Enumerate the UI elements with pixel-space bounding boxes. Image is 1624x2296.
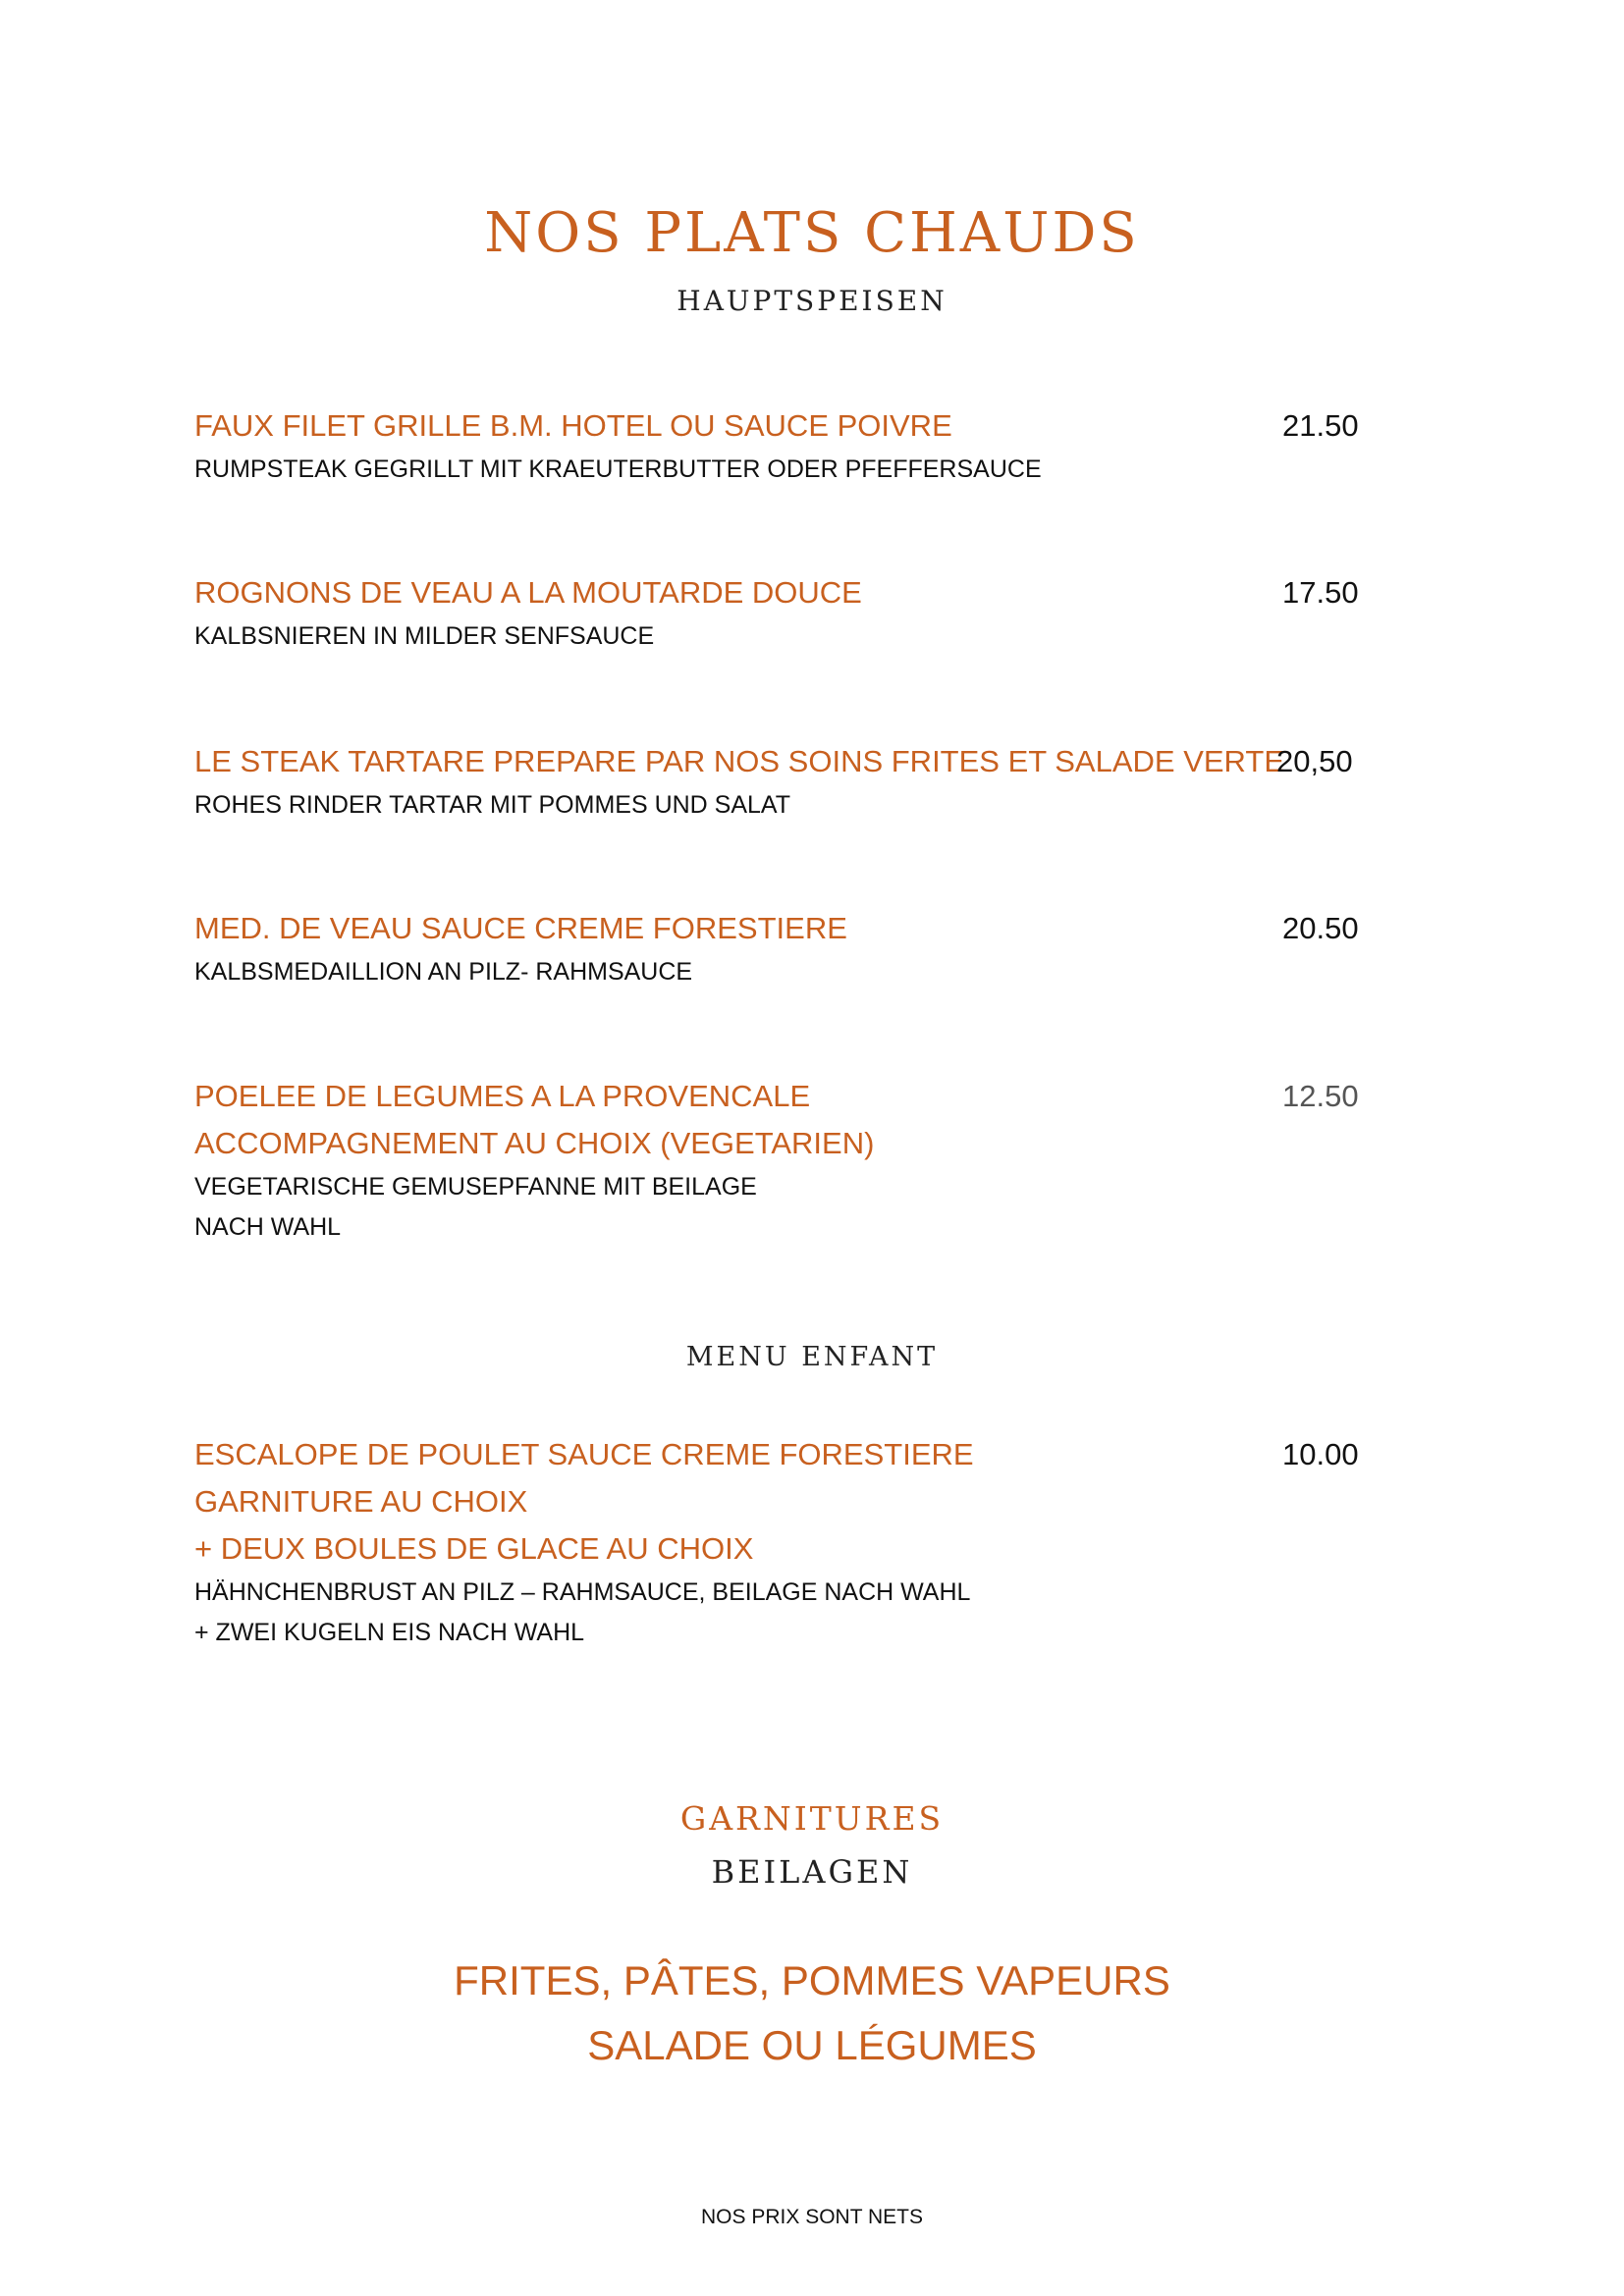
dish-name-de: KALBSNIEREN IN MILDER SENFSAUCE: [194, 622, 655, 650]
dish-price: 20,50: [1276, 744, 1353, 778]
dish-price: 12.50: [1282, 1079, 1359, 1113]
dish-price: 20.50: [1282, 911, 1359, 945]
dish-name-fr: ROGNONS DE VEAU A LA MOUTARDE DOUCE: [194, 575, 862, 610]
dish-name-de: RUMPSTEAK GEGRILLT MIT KRAEUTERBUTTER ODER PFEFFERSAUCE: [194, 455, 1042, 483]
dish-name-de: KALBSMEDAILLION AN PILZ- RAHMSAUCE: [194, 958, 693, 986]
dish-item: [194, 1073, 1402, 1248]
page-subtitle: HAUPTSPEISEN: [677, 285, 947, 317]
garnitures-title: GARNITURES: [679, 1799, 945, 1838]
dish-name-de: ROHES RINDER TARTAR MIT POMMES UND SALAT: [194, 791, 791, 819]
dish-name-fr: MED. DE VEAU SAUCE CREME FORESTIERE: [194, 911, 847, 945]
dish-item: [194, 569, 1402, 657]
garnitures-subtitle: BEILAGEN: [711, 1853, 913, 1891]
garniture-line: FRITES, PÂTES, POMMES VAPEURS: [454, 1957, 1170, 2003]
dish-item: [194, 738, 1402, 826]
dish-name-fr: ESCALOPE DE POULET SAUCE CREME FORESTIERE: [194, 1437, 974, 1471]
dish-name-fr: + DEUX BOULES DE GLACE AU CHOIX: [194, 1531, 754, 1566]
page-title: NOS PLATS CHAUDS: [484, 201, 1140, 265]
dish-name-fr: ACCOMPAGNEMENT AU CHOIX (VEGETARIEN): [194, 1126, 875, 1160]
kids-menu-label: MENU ENFANT: [685, 1342, 939, 1372]
dish-price: 21.50: [1282, 408, 1359, 443]
dish-item: [194, 905, 1402, 992]
dish-item: [194, 402, 1402, 490]
footer-note: NOS PRIX SONT NETS: [701, 2206, 923, 2228]
dish-name-fr: GARNITURE AU CHOIX: [194, 1484, 528, 1519]
dish-price: 17.50: [1282, 575, 1359, 610]
dish-name-de: + ZWEI KUGELN EIS NACH WAHL: [194, 1619, 585, 1646]
dish-name-de: NACH WAHL: [194, 1213, 342, 1241]
garnitures-list: [0, 1949, 1624, 2078]
dish-name-fr: FAUX FILET GRILLE B.M. HOTEL OU SAUCE POIVRE: [194, 408, 952, 443]
dish-name-de: VEGETARISCHE GEMUSEPFANNE MIT BEILAGE: [194, 1173, 757, 1201]
garniture-line: SALADE OU LÉGUMES: [587, 2022, 1037, 2068]
dish-price: 10.00: [1282, 1437, 1359, 1471]
dish-name-fr: POELEE DE LEGUMES A LA PROVENCALE: [194, 1079, 811, 1113]
dish-name-de: HÄHNCHENBRUST AN PILZ – RAHMSAUCE, BEILAGE NACH WAHL: [194, 1578, 971, 1606]
dish-name-fr: LE STEAK TARTARE PREPARE PAR NOS SOINS FRITES ET SALADE VERTE: [194, 744, 1284, 778]
dish-item: [194, 1431, 1402, 1653]
